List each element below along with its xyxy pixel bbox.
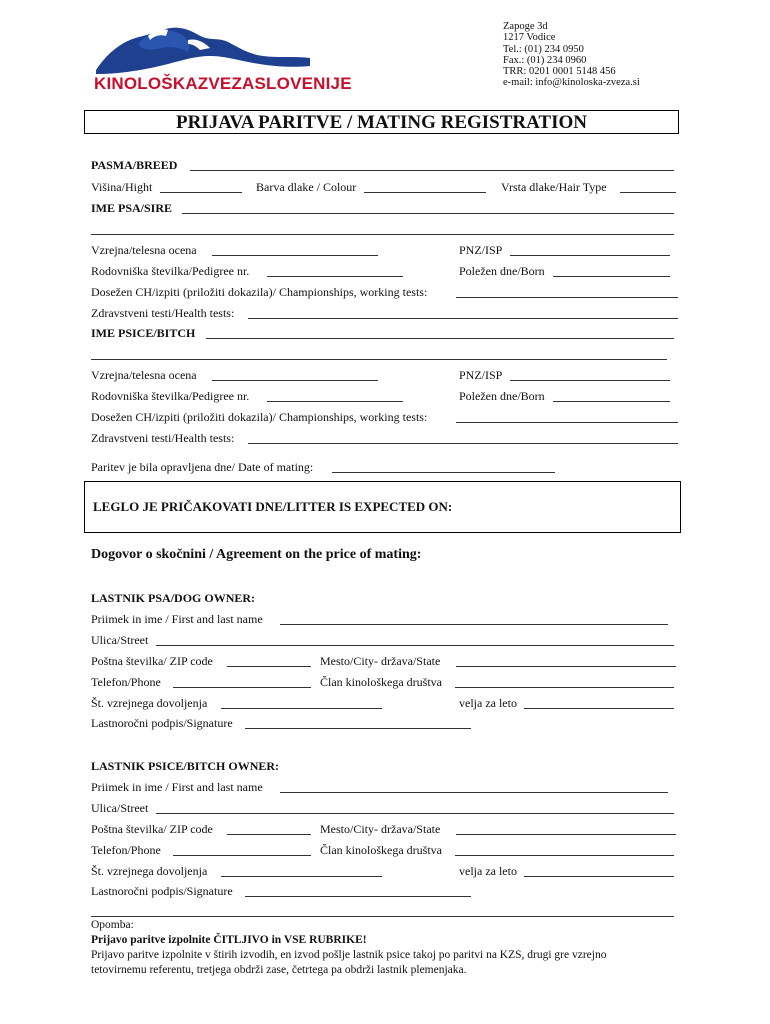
bitch-owner-city-label: Mesto/City- država/State bbox=[320, 822, 441, 836]
logo-graphic bbox=[88, 22, 318, 77]
note-line-1: Prijavo paritve izpolnite v štirih izvodih, en izvod pošlje lastnik psice takoj po paritvi na KZS, drugi gre vzrejno bbox=[91, 949, 607, 961]
dam-born-label: Poležen dne/Born bbox=[459, 389, 545, 403]
dam-titles-label: Dosežen CH/izpiti (priložiti dokazila)/ Championships, working tests: bbox=[91, 410, 428, 424]
dam-pedigree-label: Rodovniška številka/Pedigree nr. bbox=[91, 389, 250, 403]
dam-titles-field[interactable] bbox=[456, 422, 678, 423]
dog-owner-zip-field[interactable] bbox=[227, 666, 311, 667]
bitch-owner-zip-label: Poštna številka/ ZIP code bbox=[91, 822, 213, 836]
sire-label: IME PSA/SIRE bbox=[91, 201, 173, 215]
bitch-owner-valid-field[interactable] bbox=[524, 876, 674, 877]
dog-owner-city-label: Mesto/City- država/State bbox=[320, 654, 441, 668]
dog-owner-heading: LASTNIK PSA/DOG OWNER: bbox=[91, 591, 256, 605]
sire-titles-label: Dosežen CH/izpiti (priložiti dokazila)/ Championships, working tests: bbox=[91, 285, 428, 299]
dam-name-field-2[interactable] bbox=[91, 359, 667, 360]
sire-conformation-label: Vzrejna/telesna ocena bbox=[91, 243, 197, 257]
litter-expected-label: LEGLO JE PRIČAKOVATI DNE/LITTER IS EXPECTED ON: bbox=[93, 499, 453, 514]
bitch-owner-signature-label: Lastnoročni podpis/Signature bbox=[91, 884, 233, 898]
colour-field[interactable] bbox=[364, 192, 486, 193]
breed-field[interactable] bbox=[190, 170, 674, 171]
sire-pedigree-field[interactable] bbox=[267, 276, 403, 277]
note-label: Opomba: bbox=[91, 919, 134, 931]
sire-pnz-field[interactable] bbox=[510, 255, 670, 256]
sire-born-field[interactable] bbox=[553, 276, 670, 277]
litter-expected-box[interactable] bbox=[84, 481, 681, 533]
contact-info bbox=[503, 21, 640, 89]
sire-pedigree-label: Rodovniška številka/Pedigree nr. bbox=[91, 264, 250, 278]
logo-text: KINOLOŠKAZVEZASLOVENIJE bbox=[94, 74, 352, 93]
agreement-heading: Dogovor o skočnini / Agreement on the price of mating: bbox=[91, 547, 422, 562]
note-emphasis: Prijavo paritve izpolnite ČITLJIVO in VSE RUBRIKE! bbox=[91, 934, 367, 946]
dog-owner-street-field[interactable] bbox=[156, 645, 674, 646]
contact-email: e-mail: info@kinoloska-zveza.si bbox=[503, 77, 640, 89]
dog-owner-name-label: Priimek in ime / First and last name bbox=[91, 612, 263, 626]
dam-pnz-field[interactable] bbox=[510, 380, 670, 381]
bitch-owner-permit-field[interactable] bbox=[221, 876, 382, 877]
bitch-owner-signature-field[interactable] bbox=[245, 896, 471, 897]
dam-conformation-field[interactable] bbox=[212, 380, 378, 381]
bitch-owner-club-field[interactable] bbox=[455, 855, 674, 856]
bitch-owner-club-label: Član kinološkega društva bbox=[320, 843, 442, 857]
bitch-owner-zip-field[interactable] bbox=[227, 834, 311, 835]
contact-address: Zapoge 3d bbox=[503, 21, 548, 32]
sire-titles-field[interactable] bbox=[456, 297, 678, 298]
note-line-2: tetovirnemu referentu, tretjega obdrži zase, četrtega pa obdrži lastnik plemenjaka. bbox=[91, 964, 467, 976]
dog-owner-permit-label: Št. vzrejnega dovoljenja bbox=[91, 696, 208, 710]
dam-health-label: Zdravstveni testi/Health tests: bbox=[91, 431, 235, 445]
dog-owner-club-label: Član kinološkega društva bbox=[320, 675, 442, 689]
mating-date-field[interactable] bbox=[332, 472, 555, 473]
height-label: Višina/Hight bbox=[91, 180, 153, 194]
dam-health-field[interactable] bbox=[248, 443, 678, 444]
note-block bbox=[91, 918, 691, 978]
dog-owner-signature-label: Lastnoročni podpis/Signature bbox=[91, 716, 233, 730]
colour-label: Barva dlake / Colour bbox=[256, 180, 357, 194]
contact-fax: Fax.: (01) 234 0960 bbox=[503, 54, 587, 66]
divider-line bbox=[91, 916, 674, 917]
sire-born-label: Poležen dne/Born bbox=[459, 264, 545, 278]
dog-owner-valid-field[interactable] bbox=[524, 708, 674, 709]
dam-born-field[interactable] bbox=[553, 401, 670, 402]
dog-owner-name-field[interactable] bbox=[280, 624, 668, 625]
sire-pnz-label: PNZ/ISP bbox=[459, 243, 503, 257]
dam-label: IME PSICE/BITCH bbox=[91, 326, 196, 340]
dam-conformation-label: Vzrejna/telesna ocena bbox=[91, 368, 197, 382]
dog-owner-club-field[interactable] bbox=[455, 687, 674, 688]
sire-health-label: Zdravstveni testi/Health tests: bbox=[91, 306, 235, 320]
bitch-owner-city-field[interactable] bbox=[456, 834, 676, 835]
bitch-owner-valid-label: velja za leto bbox=[459, 864, 517, 878]
dog-owner-signature-field[interactable] bbox=[245, 728, 471, 729]
kzs-logo bbox=[88, 22, 352, 97]
dog-owner-valid-label: velja za leto bbox=[459, 696, 517, 710]
dog-owner-permit-field[interactable] bbox=[221, 708, 382, 709]
sire-name-field-2[interactable] bbox=[91, 234, 674, 235]
dam-name-field[interactable] bbox=[206, 338, 674, 339]
bitch-owner-phone-label: Telefon/Phone bbox=[91, 843, 161, 857]
bitch-owner-street-field[interactable] bbox=[156, 813, 674, 814]
dog-owner-phone-field[interactable] bbox=[173, 687, 311, 688]
height-field[interactable] bbox=[160, 192, 242, 193]
bitch-owner-permit-label: Št. vzrejnega dovoljenja bbox=[91, 864, 208, 878]
bitch-owner-phone-field[interactable] bbox=[173, 855, 311, 856]
hair-type-label: Vrsta dlake/Hair Type bbox=[501, 180, 607, 194]
bitch-owner-name-label: Priimek in ime / First and last name bbox=[91, 780, 263, 794]
dog-owner-street-label: Ulica/Street bbox=[91, 633, 149, 647]
mating-date-label: Paritev je bila opravljena dne/ Date of mating: bbox=[91, 460, 314, 474]
bitch-owner-heading: LASTNIK PSICE/BITCH OWNER: bbox=[91, 759, 280, 773]
sire-name-field[interactable] bbox=[182, 213, 674, 214]
bitch-owner-name-field[interactable] bbox=[280, 792, 668, 793]
hair-type-field[interactable] bbox=[620, 192, 676, 193]
dog-owner-city-field[interactable] bbox=[456, 666, 676, 667]
dam-pnz-label: PNZ/ISP bbox=[459, 368, 503, 382]
breed-label: PASMA/BREED bbox=[91, 158, 178, 172]
contact-bank: TRR: 0201 0001 5148 456 bbox=[503, 66, 616, 78]
dog-owner-phone-label: Telefon/Phone bbox=[91, 675, 161, 689]
sire-conformation-field[interactable] bbox=[212, 255, 378, 256]
dam-pedigree-field[interactable] bbox=[267, 401, 403, 402]
sire-health-field[interactable] bbox=[248, 318, 678, 319]
form-title: PRIJAVA PARITVE / MATING REGISTRATION bbox=[84, 110, 679, 134]
contact-phone: Tel.: (01) 234 0950 bbox=[503, 43, 584, 55]
dog-owner-zip-label: Poštna številka/ ZIP code bbox=[91, 654, 213, 668]
contact-city: 1217 Vodice bbox=[503, 32, 556, 44]
bitch-owner-street-label: Ulica/Street bbox=[91, 801, 149, 815]
